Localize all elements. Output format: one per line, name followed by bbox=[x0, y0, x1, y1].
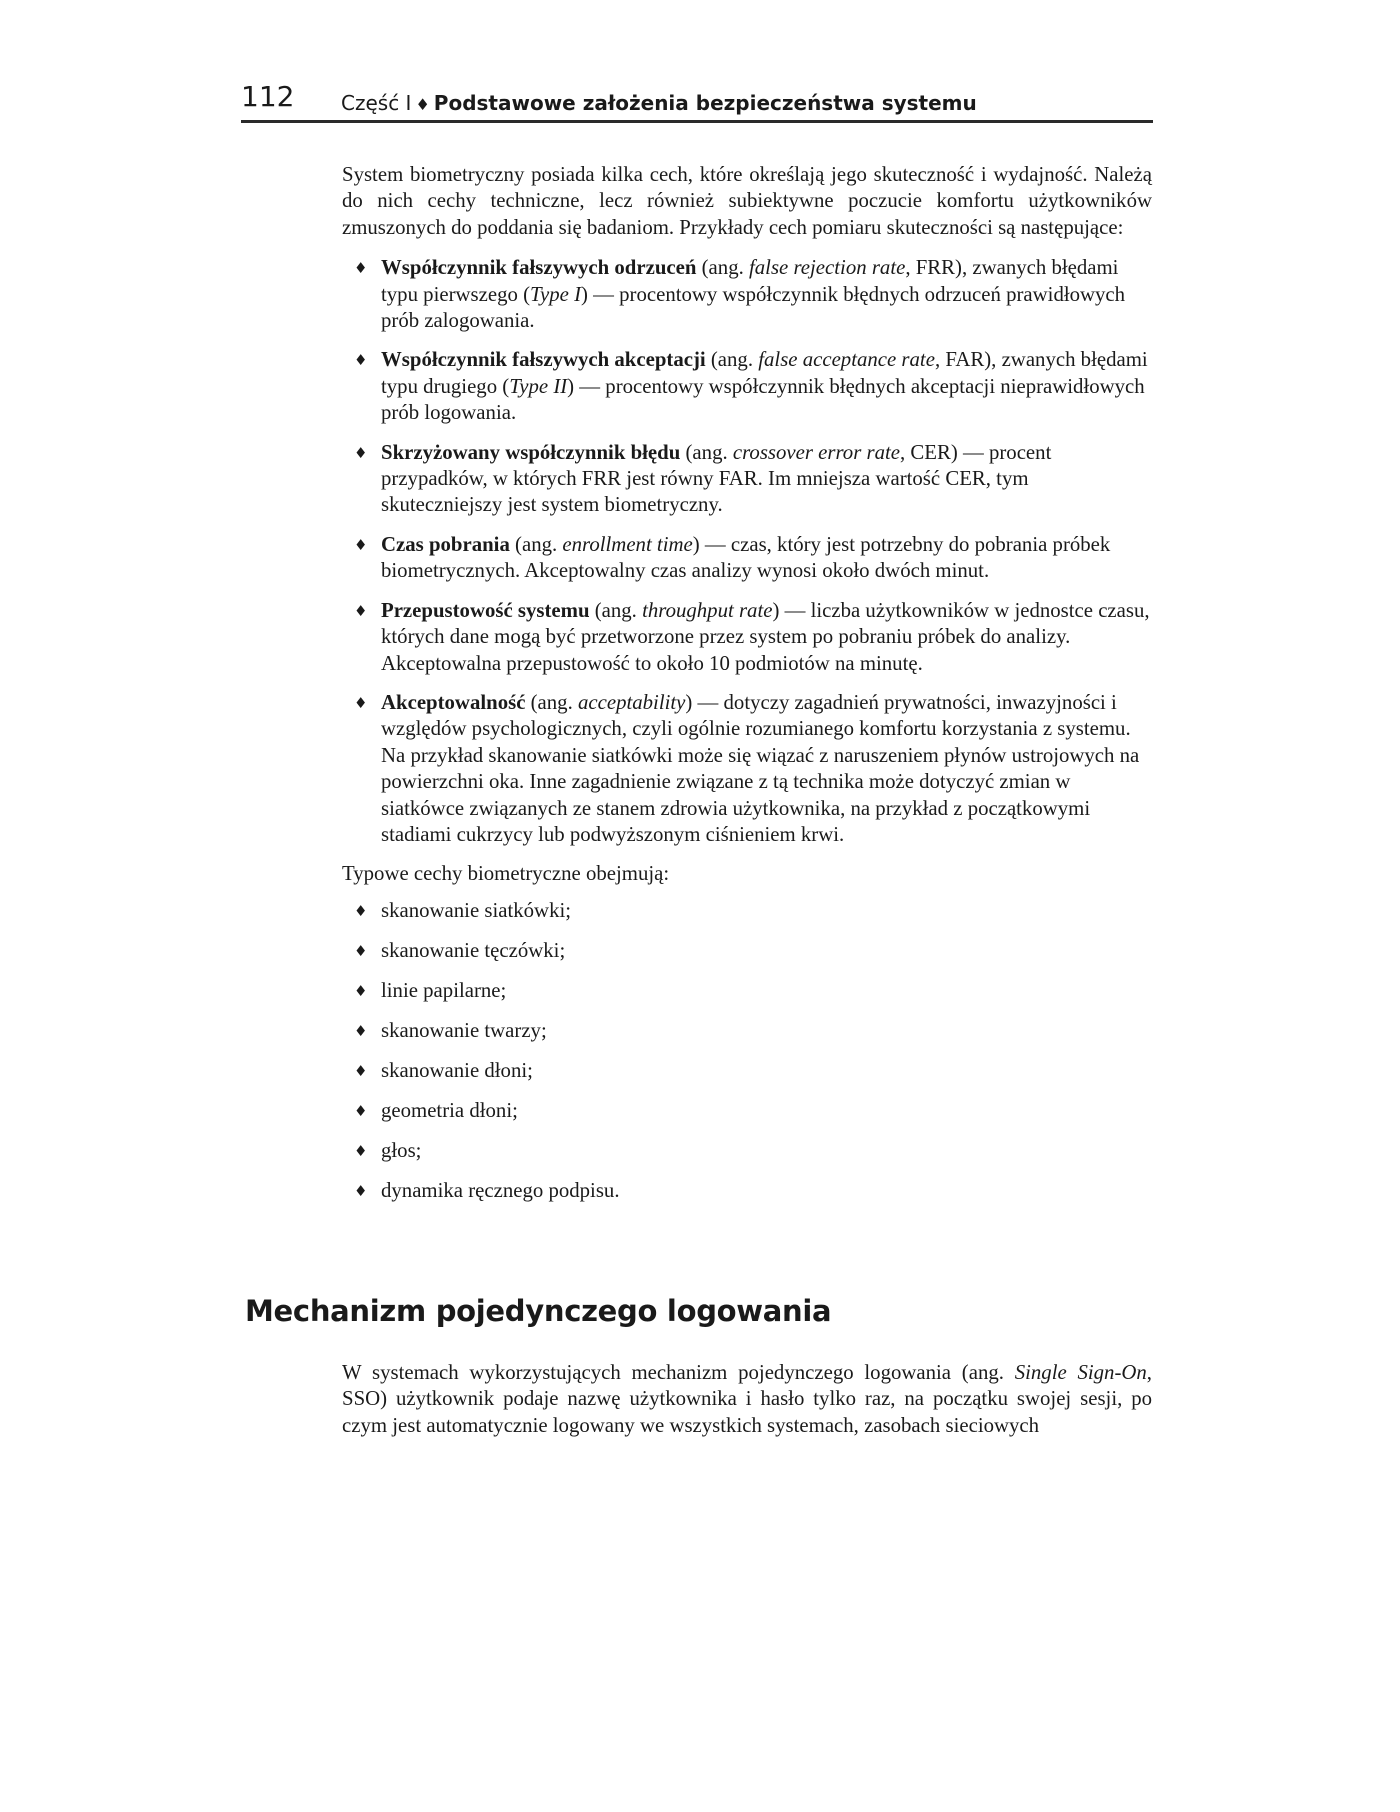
diamond-bullet-icon: ♦ bbox=[354, 351, 368, 370]
term: Skrzyżowany współczynnik błędu bbox=[381, 440, 681, 464]
list-item: ♦ Współczynnik fałszywych odrzuceń (ang. false rejection rate, FRR), zwanych błędami typu pierwszego (Type I) — procentowy współczynnik błędnych odrzuceń prawidłowych prób zalogowania. bbox=[354, 256, 1126, 333]
diamond-bullet-icon: ♦ bbox=[354, 535, 368, 554]
list-item: ♦ geometria dłoni; bbox=[342, 1098, 1152, 1124]
diamond-bullet-icon: ♦ bbox=[354, 1021, 368, 1040]
diamond-bullet-icon: ♦ bbox=[354, 259, 368, 278]
body-text bbox=[342, 162, 1152, 1218]
list-item: ♦ skanowanie twarzy; bbox=[342, 1018, 1152, 1044]
list-item: ♦ Skrzyżowany współczynnik błędu (ang. crossover error rate, CER) — procent przypadków, w których FRR jest równy FAR. Im mniejsza wartość CER, tym skuteczniejszy jest system biometryczny. bbox=[354, 440, 1052, 517]
list-item: ♦ linie papilarne; bbox=[342, 978, 1152, 1004]
diamond-bullet-icon: ♦ bbox=[354, 601, 368, 620]
diamond-bullet-icon: ♦ bbox=[354, 1061, 368, 1080]
traits-intro: Typowe cechy biometryczne obejmują: bbox=[342, 862, 670, 886]
measures-list bbox=[342, 255, 1152, 848]
list-item: ♦ głos; bbox=[342, 1138, 1152, 1164]
term: Współczynnik fałszywych odrzuceń bbox=[381, 256, 697, 280]
term: Czas pobrania bbox=[381, 532, 510, 556]
running-head bbox=[341, 91, 977, 115]
term: Przepustowość systemu bbox=[381, 598, 590, 622]
diamond-bullet-icon: ♦ bbox=[354, 901, 368, 920]
part-label: Część I bbox=[341, 91, 412, 115]
diamond-bullet-icon: ♦ bbox=[354, 1101, 368, 1120]
page-number: 112 bbox=[241, 80, 295, 113]
list-item: ♦ dynamika ręcznego podpisu. bbox=[342, 1178, 1152, 1204]
list-item: ♦ Czas pobrania (ang. enrollment time) — czas, który jest potrzebny do pobrania próbek biometrycznych. Akceptowalny czas analizy wynosi około dwóch minut. bbox=[354, 532, 1111, 583]
diamond-bullet-icon: ♦ bbox=[354, 1141, 368, 1160]
list-item: ♦ Akceptowalność (ang. acceptability) — dotyczy zagadnień prywatności, inwazyjności i względów psychologicznych, czyli ogólnie rozumianego komfortu korzystania z systemu. Na przykład skanowanie siatkówki może się wiązać z naruszeniem płynów ustrojowych na powierzchni oka. Inne zagadnienie związane z tą technika może dotyczyć zmian w siatkówce związanych ze stanem zdrowia użytkownika, na przykład z początkowymi stadiami cukrzycy lub podwyższonym ciśnieniem krwi. bbox=[354, 690, 1140, 846]
chapter-title: Podstawowe założenia bezpieczeństwa systemu bbox=[433, 91, 977, 115]
diamond-bullet-icon: ♦ bbox=[354, 941, 368, 960]
list-item: ♦ Współczynnik fałszywych akceptacji (ang. false acceptance rate, FAR), zwanych błędami typu drugiego (Type II) — procentowy współczynnik błędnych akceptacji nieprawidłowych prób logowania. bbox=[354, 348, 1148, 425]
list-item: ♦ skanowanie dłoni; bbox=[342, 1058, 1152, 1084]
diamond-icon: ♦ bbox=[415, 95, 430, 114]
diamond-bullet-icon: ♦ bbox=[354, 693, 368, 712]
term: Współczynnik fałszywych akceptacji bbox=[381, 348, 706, 372]
diamond-bullet-icon: ♦ bbox=[354, 1181, 368, 1200]
list-item: ♦ skanowanie siatkówki; bbox=[342, 898, 1152, 924]
term: Akceptowalność bbox=[381, 690, 526, 714]
diamond-bullet-icon: ♦ bbox=[354, 443, 368, 462]
list-item: ♦ Przepustowość systemu (ang. throughput rate) — liczba użytkowników w jednostce czasu, których dane mogą być przetworzone przez system po pobraniu próbek do analizy. Akceptowalna przepustowość to około 10 podmiotów na minutę. bbox=[354, 598, 1150, 675]
list-item: ♦ skanowanie tęczówki; bbox=[342, 938, 1152, 964]
intro-paragraph: System biometryczny posiada kilka cech, które określają jego skuteczność i wydajność. Należą do nich cechy techniczne, lecz również subiektywne poczucie komfortu użytkowników zmuszonych do poddania się badaniom. Przykłady cech pomiaru skuteczności są następujące: bbox=[342, 163, 1152, 239]
running-header bbox=[241, 80, 1153, 123]
section-heading: Mechanizm pojedynczego logowania bbox=[245, 1294, 832, 1328]
diamond-bullet-icon: ♦ bbox=[354, 981, 368, 1000]
section-paragraph: W systemach wykorzystujących mechanizm pojedynczego logowania (ang. Single Sign-On, SSO) użytkownik podaje nazwę użytkownika i hasło tylko raz, na początku swojej sesji, po czym jest automatycznie logowany we wszystkich systemach, zasobach sieciowych bbox=[342, 1361, 1152, 1437]
traits-list bbox=[342, 898, 1152, 1204]
